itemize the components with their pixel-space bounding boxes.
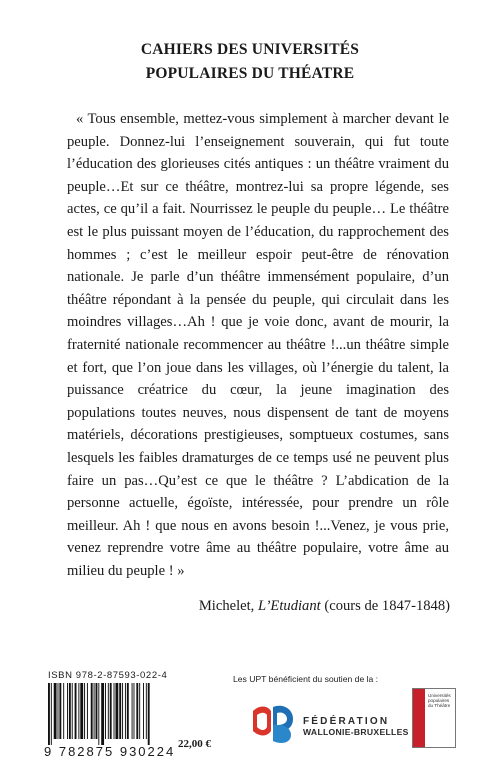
barcode-bar bbox=[96, 683, 98, 739]
barcode-bar bbox=[139, 683, 140, 739]
federation-name bbox=[303, 716, 409, 738]
barcode-bar bbox=[94, 683, 95, 739]
barcode-bar bbox=[87, 683, 88, 739]
upt-logo-text: Universités populaires du Théâtre bbox=[428, 693, 451, 709]
attribution-detail: (cours de 1847-1848) bbox=[324, 598, 450, 614]
barcode-bar bbox=[134, 683, 135, 739]
barcode-bar bbox=[136, 683, 138, 739]
federation-line-1: FÉDÉRATION bbox=[303, 716, 390, 727]
price-label: 22,00 € bbox=[178, 738, 211, 750]
barcode-bar bbox=[127, 683, 129, 739]
book-series-title bbox=[0, 38, 500, 86]
barcode-bar bbox=[48, 683, 50, 745]
barcode-bar bbox=[148, 683, 150, 745]
barcode-bar bbox=[63, 683, 64, 739]
barcode-bar bbox=[69, 683, 71, 739]
title-line-2: POPULAIRES DU THÉATRE bbox=[145, 65, 355, 82]
michelet-quote: « Tous ensemble, mettez-vous simplement à marcher devant le peuple. Donnez-lui l’enseignement souverain, qui fut toute l’éducation des glorieuses cités antiques : un théâtre vraiment du peuple…Et sur ce théâtre, montrez-lui sa propre légende, ses actes, ce qu’il a fait. Nourrissez le peuple du peuple… Le théâtre est le plus puissant moyen de l’éducation, du rapprochement des hommes ; c’est le meilleur espoir peut-être de rénovation nationale. Je parle d’un théâtre immensément populaire, d’un théâtre répondant à la pensée du peuple, qui circulait dans les moindres villages…Ah ! que je voie donc, avant de mourir, la fraternité nationale recommencer au théâtre !...un théâtre simple et fort, que l’on joue dans les villages, où l’énergie du talent, la puissance créatrice du cœur, la jeune imagination des populations toutes neuves, nous dispensent de tant de moyens matériels, décorations prestigieuses, somptueux costumes, sans lesquels les faibles dramaturges de ce temps usé ne peuvent plus faire un pas…Qu’est ce que le théâtre ? L’abdication de la personne actuelle, égoïste, intéressée, pour prendre un rôle meilleur. Ah ! que nous en avons besoin !...Venez, je vous prie, venez reprendre votre âme au théâtre populaire, votre âme au milieu du peuple ! » bbox=[67, 111, 449, 579]
barcode-bar bbox=[122, 683, 123, 739]
barcode-digits: 9 782875 930224 bbox=[44, 744, 176, 759]
barcode-bar bbox=[59, 683, 61, 739]
sponsor-support-text: Les UPT bénéficient du soutien de la : bbox=[233, 674, 379, 684]
barcode-bar bbox=[51, 683, 52, 745]
upt-logo bbox=[412, 688, 456, 748]
barcode-image bbox=[44, 683, 176, 745]
attribution-author: Michelet, bbox=[198, 598, 255, 614]
barcode-bar bbox=[105, 683, 106, 739]
barcode-bar bbox=[84, 683, 85, 739]
barcode-bar bbox=[132, 683, 133, 739]
barcode-bar bbox=[78, 683, 79, 739]
federation-wallonie-bruxelles-logo bbox=[247, 697, 299, 749]
barcode-bar bbox=[72, 683, 73, 739]
barcode-bar bbox=[101, 683, 104, 745]
barcode-bar bbox=[125, 683, 126, 739]
attribution-work: L’Etudiant bbox=[258, 598, 321, 614]
barcode-bar bbox=[146, 683, 147, 739]
barcode-bar bbox=[91, 683, 93, 739]
barcode-bar bbox=[108, 683, 109, 739]
barcode-bar bbox=[114, 683, 115, 739]
barcode-bar bbox=[54, 683, 57, 739]
barcode-bar bbox=[110, 683, 112, 739]
barcode-bar bbox=[67, 683, 68, 739]
upt-logo-red-band bbox=[413, 689, 425, 747]
barcode-bar bbox=[143, 683, 144, 739]
barcode-bar bbox=[119, 683, 121, 739]
barcode-bar bbox=[75, 683, 77, 739]
barcode-bar bbox=[98, 683, 99, 745]
quote-attribution bbox=[199, 596, 450, 616]
federation-line-2: WALLONIE-BRUXELLES bbox=[303, 727, 409, 737]
barcode-bar bbox=[58, 683, 59, 739]
barcode-bar bbox=[115, 683, 118, 739]
barcode-bar bbox=[80, 683, 83, 739]
title-line-1: CAHIERS DES UNIVERSITÉS bbox=[140, 41, 360, 58]
isbn-label: ISBN 978-2-87593-022-4 bbox=[48, 670, 168, 681]
